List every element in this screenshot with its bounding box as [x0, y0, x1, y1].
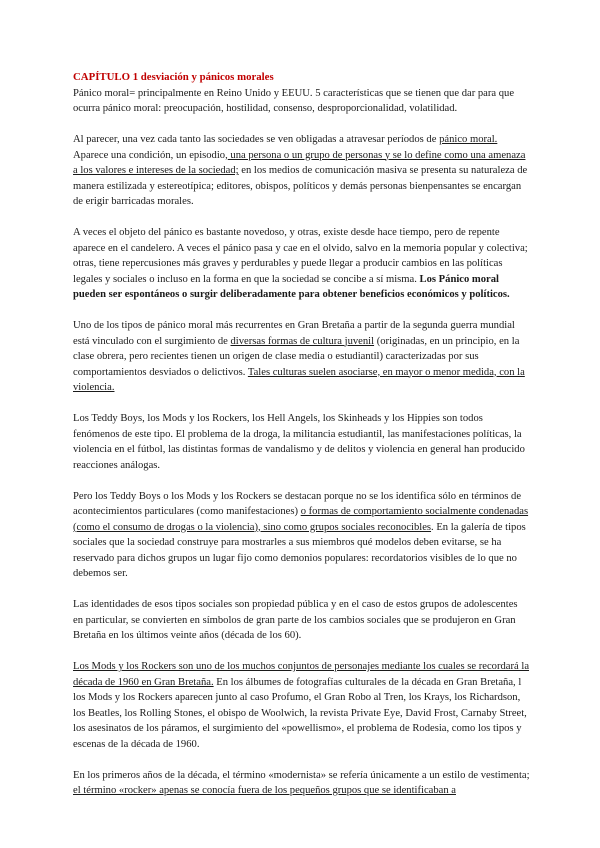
paragraph-intro [73, 86, 530, 117]
paragraph-panic-object [73, 225, 530, 303]
paragraph-groups [73, 411, 530, 473]
paragraph-mods-rockers [73, 659, 530, 752]
underlined-segment: el término «rocker» apenas se conocía fuera de los pequeños grupos que se identificaban a [73, 785, 456, 796]
text-segment: En los primeros años de la década, el término «modernista» se refería únicamente a un estilo de vestimenta; [73, 769, 530, 781]
text-segment: Pero los Teddy Boys o los Mods y los Rockers se destacan porque no se los identifica sólo en términos de acontecimientos particulares (como manifestaciones) [73, 490, 522, 517]
bold-segment: Los Pánico moral pueden ser espontáneos o surgir deliberadamente para obtener beneficios económicos y políticos. [73, 273, 510, 300]
paragraph-moral-panic [73, 132, 530, 210]
paragraph-early-decade [73, 768, 530, 799]
text-segment: Al parecer, una vez cada tanto las sociedades se ven obligadas a atravesar períodos de [73, 134, 440, 145]
underlined-segment: una persona o un grupo de personas y se lo define como una amenaza a los valores e intereses de la sociedad; [73, 149, 526, 176]
text-segment: A veces el objeto del pánico es bastante novedoso, y otras, existe desde hace tiempo, pero de repente aparece en el candelero. A veces el pánico pasa y cae en el olvido, salvo en la memoria popular y colectiva; otras, tiene repercusiones más graves y perdurables y puede llegar a producir cambios en las políticas legales y sociales o incluso en la forma en que la sociedad se concibe a sí misma. [73, 227, 528, 285]
chapter-title: CAPÍTULO 1 desviación y pánicos morales [73, 71, 274, 83]
paragraph-identities [73, 597, 530, 644]
text-segment: Uno de los tipos de pánico moral más recurrentes en Gran Bretaña a partir de la segunda guerra mundial está vinculado con el surgimiento de [73, 320, 515, 347]
paragraph-teddy-boys [73, 489, 530, 582]
text-segment: (originadas, en un principio, en la clase obrera, pero recientes tienen un origen de clase media o estudiantil) caracterizadas por sus comportamientos desviados o delictivos. [73, 335, 520, 378]
underlined-segment: Los Mods y los Rockers son uno de los muchos conjuntos de personajes mediante los cuales se recordará la década de 1960 en Gran Bretaña. [73, 661, 530, 688]
underlined-segment: diversas formas de cultura juvenil [230, 335, 375, 347]
underlined-segment: Tales culturas suelen asociarse, en mayor o menor medida, con la violencia. [73, 366, 525, 393]
underlined-segment: pánico moral. [439, 134, 498, 145]
text-segment: Aparece una condición, un episodio, [73, 149, 228, 161]
text-segment: Los Teddy Boys, los Mods y los Rockers, los Hell Angels, los Skinheads y los Hippies son todos fenómenos de este tipo. El problema de la droga, la militancia estudiantil, las manifestaciones políticas, la violencia en el fútbol, las distintas formas de vandalismo y de delitos y violencia en general han producido reacciones análogas. [73, 413, 525, 471]
intro-text: Pánico moral= principalmente en Reino Unido y EEUU. 5 características que se tienen que dar para que ocurra pánico moral: preocupación, hostilidad, consenso, desproporcionalidad, volatilidad. [73, 87, 515, 114]
underlined-segment: o formas de comportamiento socialmente condenadas (como el consumo de drogas o la violencia), sino como grupos sociales reconocibles [73, 506, 529, 533]
paragraph-youth-culture [73, 318, 530, 396]
document-body [73, 70, 530, 814]
text-segment: . En la galería de tipos sociales que la sociedad construye para mostrarles a sus miembros qué modelos deben evitarse, se ha reservado para dichos grupos un lugar fijo como demonios populares: recordatorios visibles de lo que no debemos ser. [73, 521, 526, 579]
text-segment: en los medios de comunicación masiva se presenta su naturaleza de manera estilizada y estereotípica; editores, obispos, políticos y demás personas bienpensantes se encargan de erigir barricadas morales. [73, 165, 528, 207]
text-segment: En los álbumes de fotografías culturales de la década en Gran Bretaña, l los Mods y los Rockers aparecen junto al caso Profumo, el Gran Robo al Tren, los Krays, los Richardson, los Beatles, los Rolling Stones, el obispo de Woolwich, la revista Private Eye, David Frost, Carnaby Street, los asesinatos de los páramos, el surgimiento del «powellismo», el problema de Rodesia, como los tipos y escenas de la década de 1960. [73, 676, 527, 750]
text-segment: Las identidades de esos tipos sociales son propiedad pública y en el caso de estos grupos de adolescentes en particular, se convierten en símbolos de gran parte de los cambios sociales que se produjeron en Gran Bretaña en los últimos veinte años (década de los 60). [73, 599, 518, 641]
